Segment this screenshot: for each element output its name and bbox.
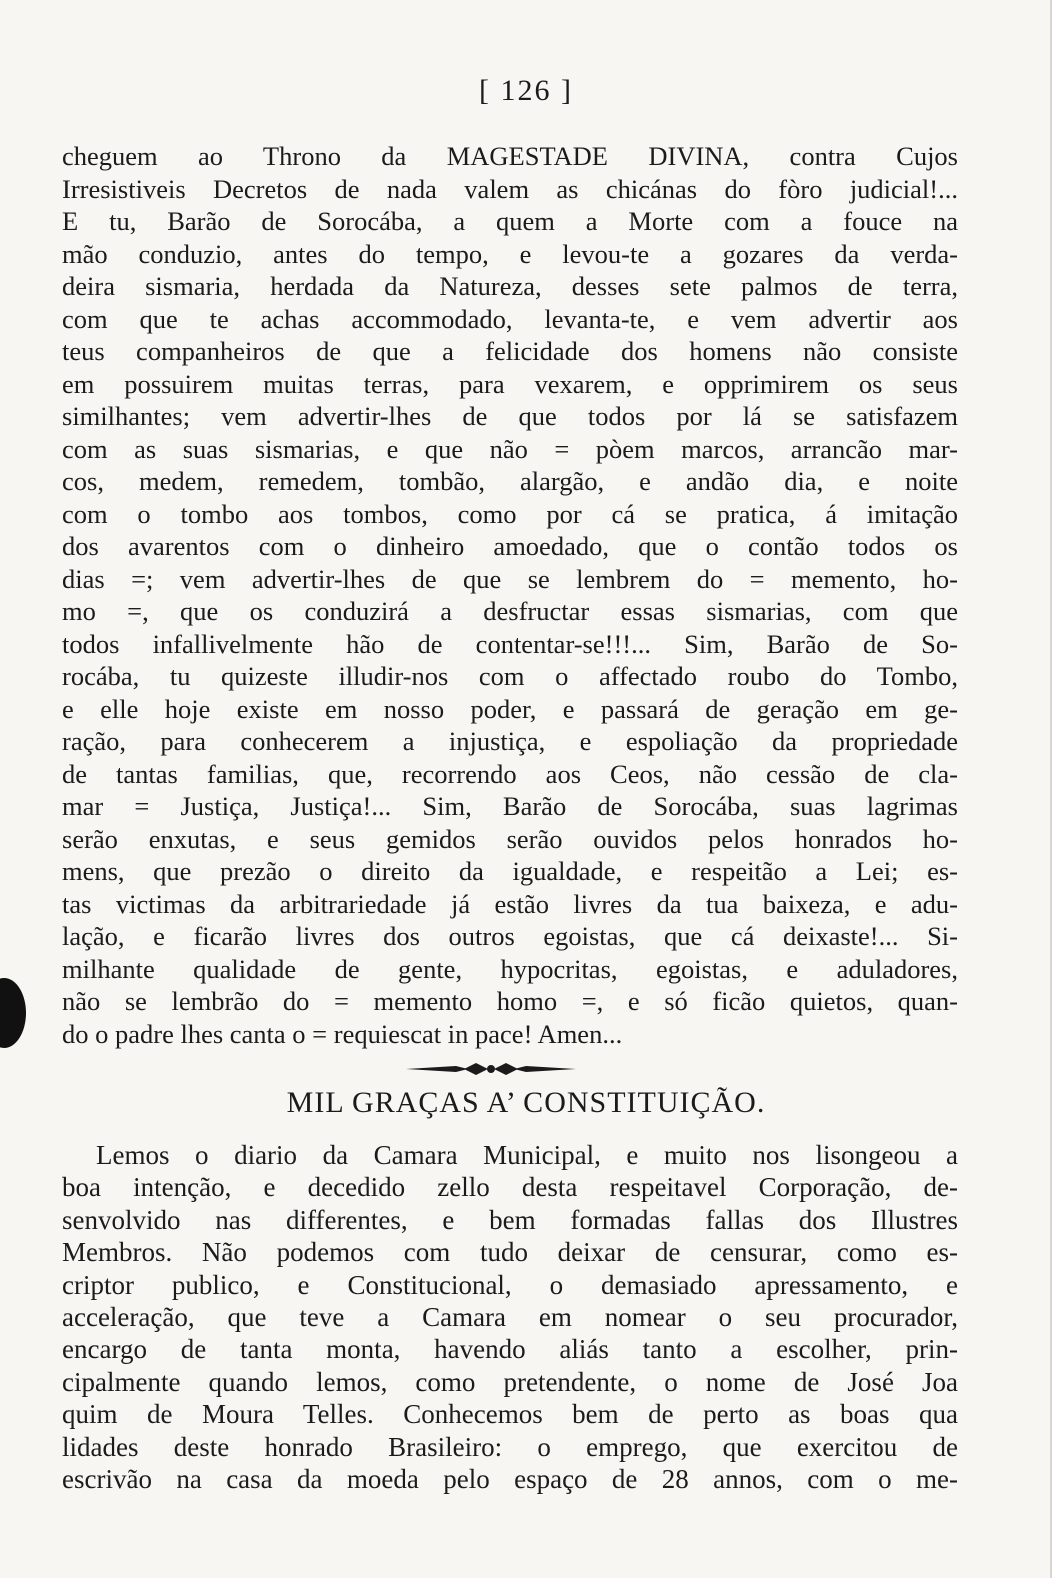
text-line: serão enxutas, e seus gemidos serão ouvidos pelos honrados ho- [62, 823, 958, 854]
text-line: cipalmente quando lemos, como pretendente, o nome de José Joa [62, 1366, 958, 1397]
text-line: não se lembrão do = memento homo =, e só ficão quietos, quan- [62, 986, 958, 1016]
text-line: tas victimas da arbitrariedade já estão livres da tua baixeza, e adu- [62, 888, 958, 919]
text-line: mão conduzio, antes do tempo, e levou-te a gozares da verda- [62, 238, 958, 269]
section-heading: MIL GRAÇAS A’ CONSTITUIÇÃO. [286, 1086, 766, 1119]
text-line: do o padre lhes canta o = requiescat in pace! Amen... [62, 1018, 623, 1049]
text-line: dias =; vem advertir-lhes de que se lembrem do = memento, ho- [62, 563, 958, 594]
text-line: mar = Justiça, Justiça!... Sim, Barão de Sorocába, suas lagrimas [62, 791, 958, 821]
text-line: lação, e ficarão livres dos outros egoistas, que cá deixaste!... Si- [62, 921, 958, 951]
text-line: similhantes; vem advertir-lhes de que todos por lá se satisfazem [62, 401, 958, 431]
text-line: milhante qualidade de gente, hypocritas, egoistas, e aduladores, [62, 953, 958, 984]
text-line: lidades deste honrado Brasileiro: o emprego, que exercitou de [62, 1431, 958, 1462]
article-body-new-section [62, 1139, 958, 1495]
text-line: todos infallivelmente hão de contentar-se!!!... Sim, Barão de So- [62, 628, 958, 659]
text-line: e elle hoje existe em nosso poder, e passará de geração em ge- [62, 693, 958, 724]
text-line: mo =, que os conduzirá a desfructar essas sismarias, com que [62, 596, 958, 626]
text-line: deira sismaria, herdada da Natureza, desses sete palmos de terra, [62, 271, 958, 301]
text-line: senvolvido nas differentes, e bem formadas fallas dos Illustres [62, 1204, 958, 1235]
text-line: de tantas familias, que, recorrendo aos Ceos, não cessão de cla- [62, 758, 958, 789]
section-divider-ornament [406, 1060, 576, 1078]
binding-hole [0, 978, 26, 1048]
text-line: cos, medem, remedem, tombão, alargão, e andão dia, e noite [62, 466, 958, 496]
text-line: mens, que prezão o direito da igualdade, e respeitão a Lei; es- [62, 856, 958, 886]
text-line: com que te achas accommodado, levanta-te, e vem advertir aos [62, 303, 958, 334]
text-line: cheguem ao Throno da MAGESTADE DIVINA, contra Cujos [62, 141, 958, 171]
text-line: E tu, Barão de Sorocába, a quem a Morte com a fouce na [62, 206, 958, 236]
text-line: com as suas sismarias, e que não = pòem marcos, arrancão mar- [62, 433, 958, 464]
text-line: ração, para conhecerem a injustiça, e espoliação da propriedade [62, 726, 958, 756]
text-line: rocába, tu quizeste illudir-nos com o affectado roubo do Tombo, [62, 661, 958, 691]
text-line: teus companheiros de que a felicidade dos homens não consiste [62, 336, 958, 366]
text-line: escrivão na casa da moeda pelo espaço de 28 annos, com o me- [62, 1463, 958, 1494]
text-line: com o tombo aos tombos, como por cá se pratica, á imitação [62, 498, 958, 529]
text-line: criptor publico, e Constitucional, o demasiado apressamento, e [62, 1269, 958, 1300]
text-line: dos avarentos com o dinheiro amoedado, que o contão todos os [62, 531, 958, 561]
page-number: [ 126 ] [479, 74, 573, 107]
text-line: boa intenção, e decedido zello desta respeitavel Corporação, de- [62, 1172, 958, 1203]
text-line: quim de Moura Telles. Conhecemos bem de perto as boas qua [62, 1399, 958, 1430]
text-line: Lemos o diario da Camara Municipal, e muito nos lisongeou a [96, 1140, 958, 1170]
text-line: Irresistiveis Decretos de nada valem as chicánas do fòro judicial!... [62, 173, 958, 204]
text-line: em possuirem muitas terras, para vexarem, e opprimirem os seus [62, 368, 958, 399]
text-line: acceleração, que teve a Camara em nomear o seu procurador, [62, 1301, 958, 1332]
article-body-continued [62, 140, 958, 1050]
text-line: encargo de tanta monta, havendo aliás tanto a escolher, prin- [62, 1334, 958, 1365]
text-line: Membros. Não podemos com tudo deixar de censurar, como es- [62, 1237, 958, 1268]
